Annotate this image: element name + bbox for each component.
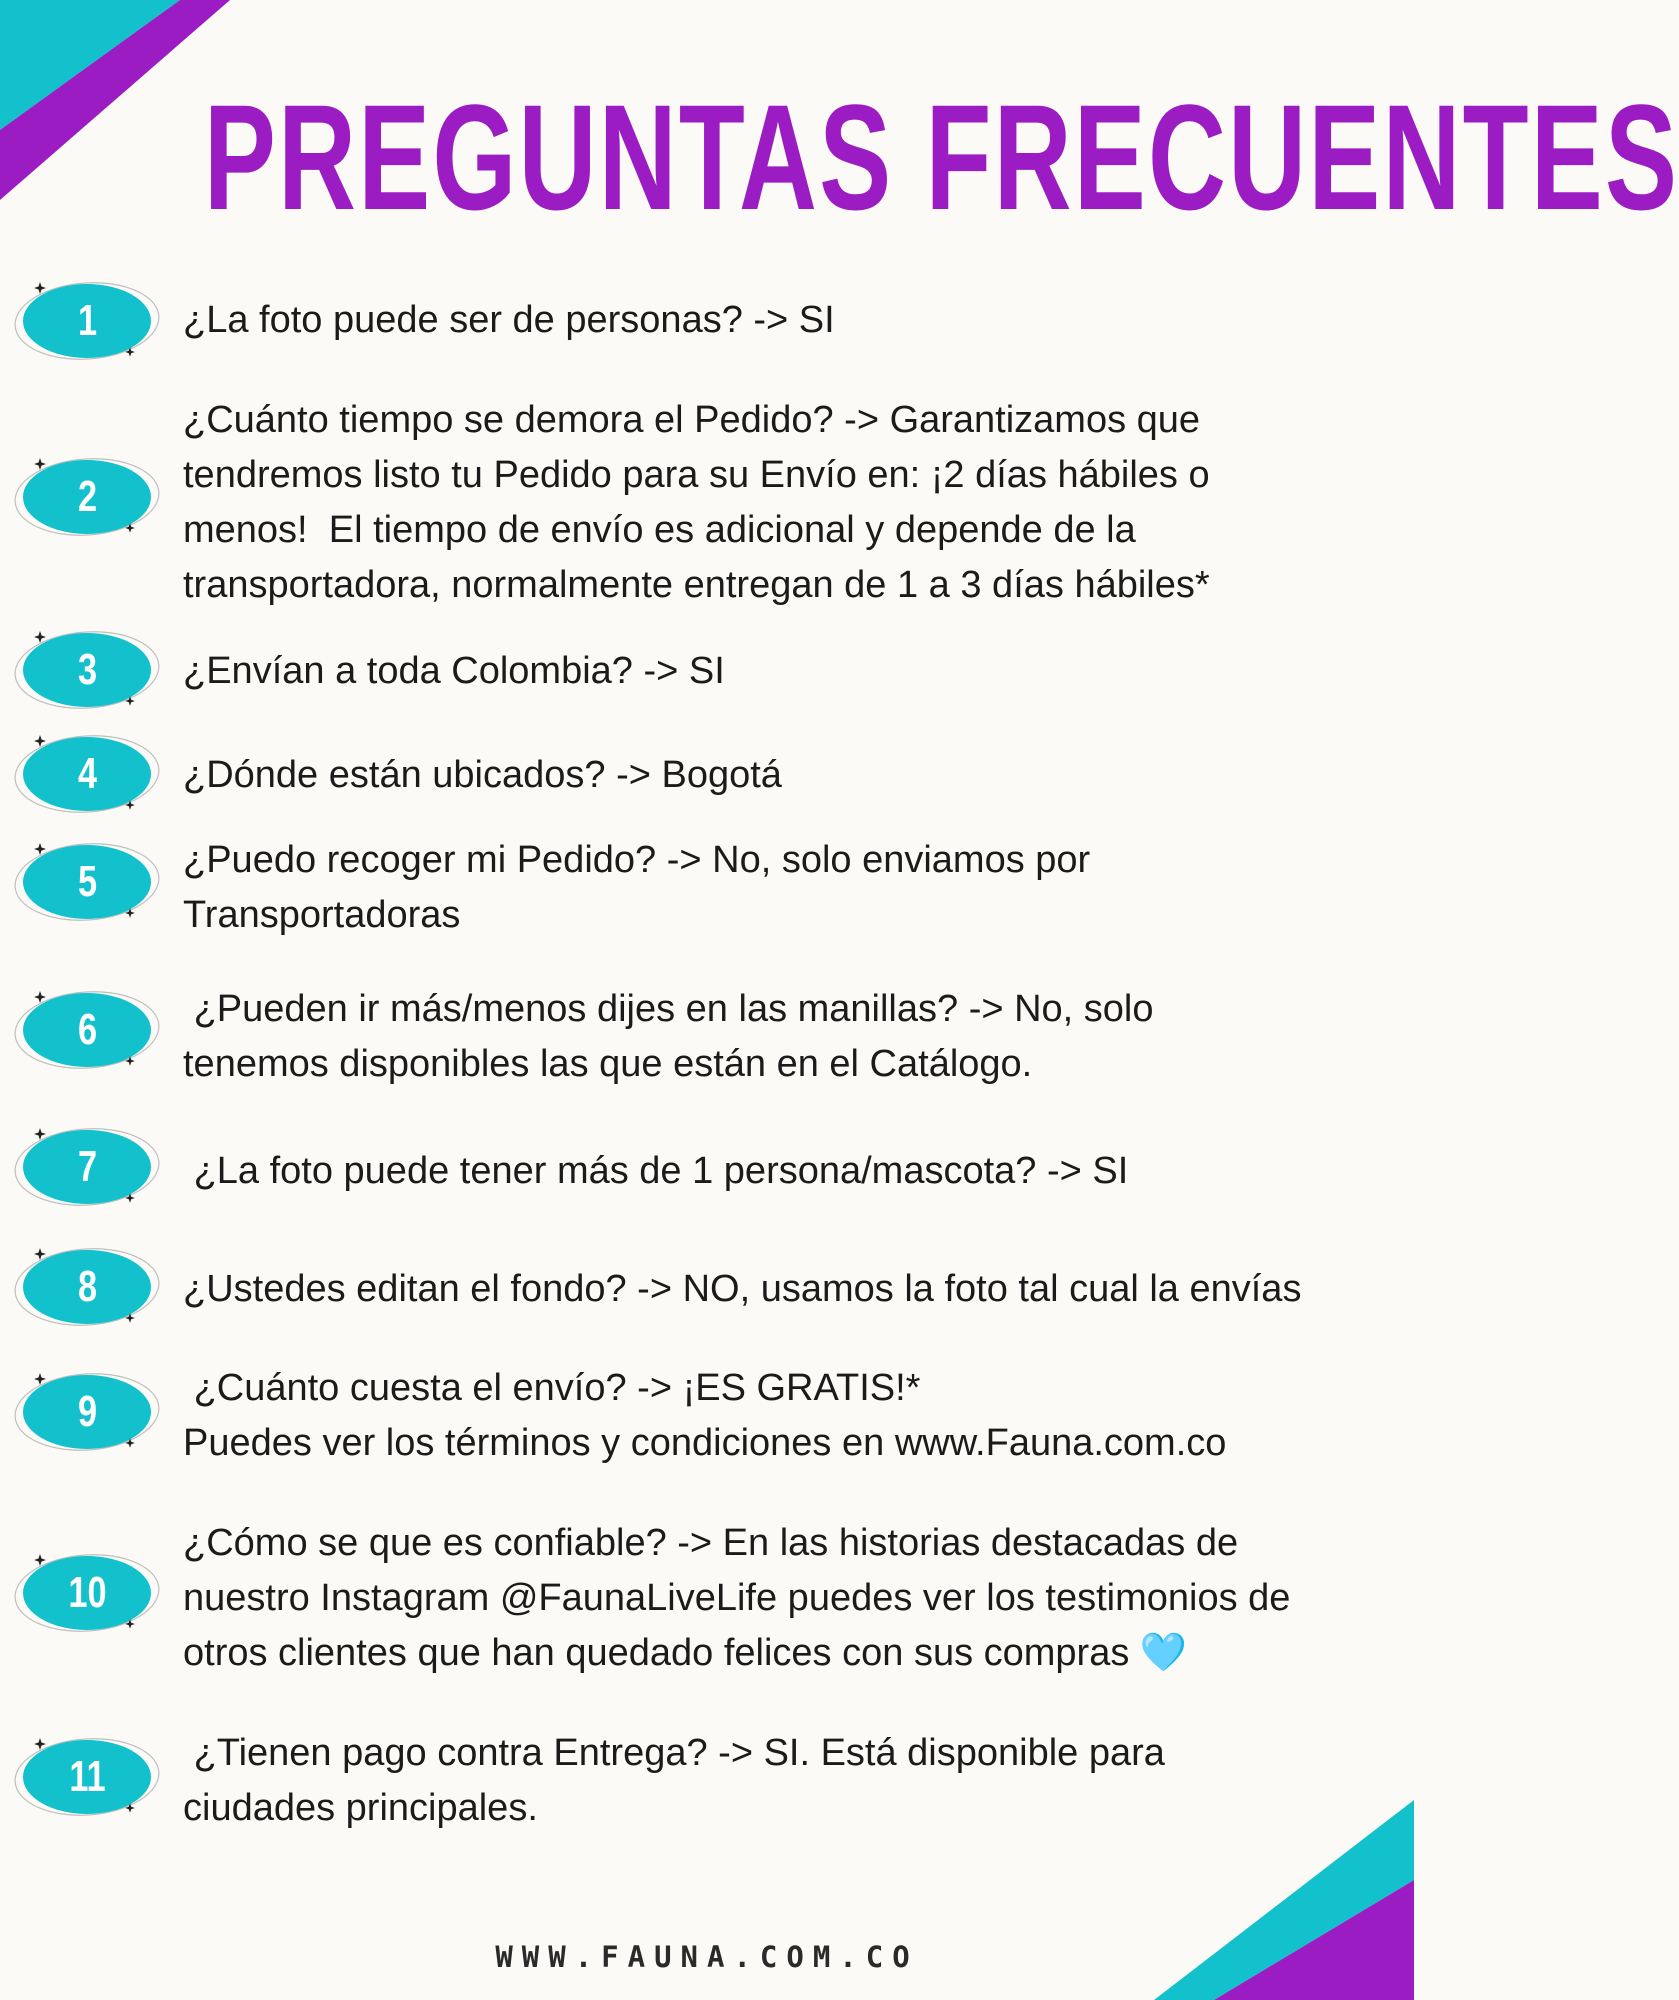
footer-website: WWW.FAUNA.COM.CO (495, 1940, 919, 1974)
faq-question-answer: ¿La foto puede tener más de 1 persona/mascota? -> SI (183, 1150, 1129, 1192)
faq-number: 1 (77, 296, 98, 345)
faq-question-answer: ¿Cuánto cuesta el envío? -> ¡ES GRATIS!* Puedes ver los términos y condiciones en www.Fauna.com.co (183, 1367, 1227, 1464)
number-badge (10, 452, 165, 542)
number-badge (10, 276, 165, 366)
number-badge (10, 1242, 165, 1332)
faq-number: 10 (68, 1568, 107, 1617)
number-badge (10, 729, 165, 819)
faq-question-answer: ¿Cómo se que es confiable? -> En las historias destacadas de nuestro Instagram @FaunaLiveLife puedes ver los testimonios de otros clientes que han quedado felices con sus compras 🩵 (183, 1522, 1291, 1674)
faq-question-answer: ¿Envían a toda Colombia? -> SI (183, 650, 725, 692)
faq-question-answer: ¿Pueden ir más/menos dijes en las manillas? -> No, solo tenemos disponibles las que están en el Catálogo. (183, 988, 1154, 1085)
faq-number: 9 (77, 1387, 98, 1436)
number-badge (10, 837, 165, 927)
faq-number: 7 (77, 1142, 98, 1191)
number-badge (10, 985, 165, 1075)
faq-number: 4 (77, 749, 98, 798)
number-badge (10, 1367, 165, 1457)
faq-number: 11 (69, 1752, 106, 1801)
faq-number: 2 (77, 472, 98, 521)
faq-question-answer: ¿Ustedes editan el fondo? -> NO, usamos la foto tal cual la envías (183, 1268, 1302, 1310)
number-badge (10, 1548, 165, 1638)
faq-number: 5 (77, 857, 98, 906)
page-title: PREGUNTAS FRECUENTES (203, 73, 1679, 241)
number-badge (10, 1732, 165, 1822)
faq-question-answer: ¿Dónde están ubicados? -> Bogotá (183, 754, 782, 796)
number-badge (10, 625, 165, 715)
faq-question-answer: ¿Puedo recoger mi Pedido? -> No, solo enviamos por Transportadoras (183, 839, 1091, 936)
faq-number: 3 (77, 645, 98, 694)
number-badge (10, 1122, 165, 1212)
faq-number: 8 (77, 1262, 98, 1311)
faq-question-answer: ¿Tienen pago contra Entrega? -> SI. Está disponible para ciudades principales. (183, 1732, 1165, 1829)
faq-question-answer: ¿La foto puede ser de personas? -> SI (183, 299, 835, 341)
faq-number: 6 (77, 1005, 98, 1054)
faq-question-answer: ¿Cuánto tiempo se demora el Pedido? -> Garantizamos que tendremos listo tu Pedido para su Envío en: ¡2 días hábiles o menos! El tiempo de envío es adicional y depende de la transportadora, normalmente entregan de 1 a 3 días hábiles* (183, 399, 1210, 606)
